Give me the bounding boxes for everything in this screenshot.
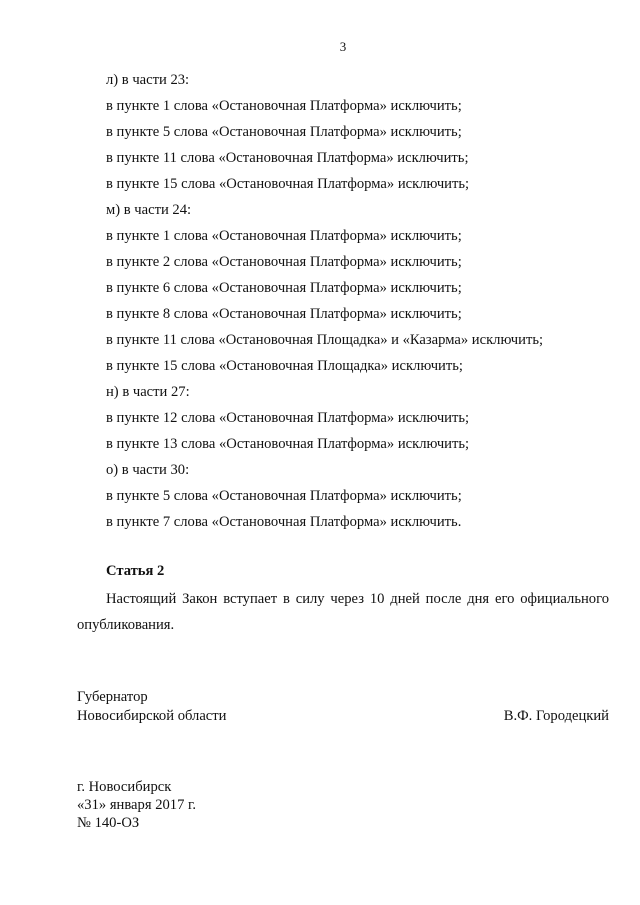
amendment-item: в пункте 6 слова «Остановочная Платформа» исключить;: [106, 280, 462, 296]
signatory-name: В.Ф. Городецкий: [503, 708, 609, 724]
amendment-item: о) в части 30:: [106, 462, 190, 478]
amendment-item: в пункте 5 слова «Остановочная Платформа» исключить;: [106, 488, 462, 504]
amendment-item: в пункте 15 слова «Остановочная Площадка» исключить;: [106, 358, 463, 374]
footer-city: г. Новосибирск: [77, 779, 172, 795]
amendment-item: в пункте 5 слова «Остановочная Платформа» исключить;: [106, 124, 462, 140]
document-footer: [77, 778, 196, 832]
amendment-item: в пункте 13 слова «Остановочная Платформа» исключить;: [106, 436, 470, 452]
amendment-item: в пункте 11 слова «Остановочная Платформа» исключить;: [106, 150, 469, 166]
amendment-item: в пункте 7 слова «Остановочная Платформа» исключить.: [106, 514, 462, 530]
amendment-item: в пункте 2 слова «Остановочная Платформа» исключить;: [106, 254, 462, 270]
amendment-item: в пункте 12 слова «Остановочная Платформа» исключить;: [106, 410, 470, 426]
amendment-item: л) в части 23:: [106, 72, 190, 88]
signature-block: [77, 688, 609, 726]
article-heading: Статья 2: [106, 563, 165, 579]
signatory-title: Губернатор: [77, 689, 148, 705]
article-body: [77, 586, 609, 638]
amendment-item: н) в части 27:: [106, 384, 190, 400]
article-body-line: Настоящий Закон вступает в силу через 10 дней после дня его официального: [106, 591, 609, 607]
signatory-region: Новосибирской области: [77, 708, 227, 724]
amendment-item: в пункте 11 слова «Остановочная Площадка» и «Казарма» исключить;: [106, 332, 544, 348]
amendment-item: в пункте 15 слова «Остановочная Платформа» исключить;: [106, 176, 470, 192]
amendment-item: в пункте 1 слова «Остановочная Платформа» исключить;: [106, 98, 462, 114]
page-number: 3: [339, 39, 347, 54]
footer-date: «31» января 2017 г.: [77, 797, 197, 813]
amendment-item: м) в части 24:: [106, 202, 192, 218]
amendment-item: в пункте 1 слова «Остановочная Платформа» исключить;: [106, 228, 462, 244]
article-body-line: опубликования.: [77, 617, 175, 633]
footer-law-number: № 140-ОЗ: [77, 815, 140, 831]
amendment-list: [106, 67, 606, 535]
amendment-item: в пункте 8 слова «Остановочная Платформа» исключить;: [106, 306, 462, 322]
